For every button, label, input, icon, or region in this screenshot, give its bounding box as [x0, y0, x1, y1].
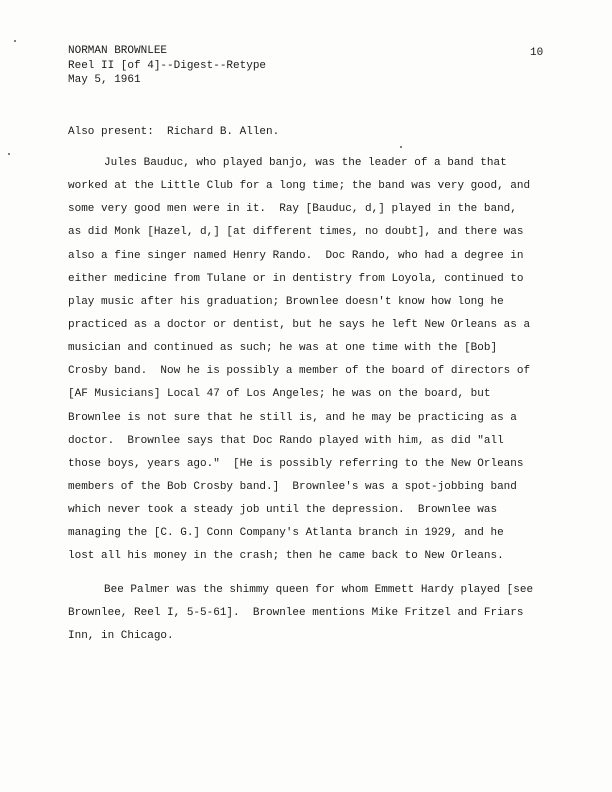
text-line: musician and continued as such; he was at one time with the [Bob]: [68, 342, 498, 355]
reel-info: Reel II [of 4]--Digest--Retype: [68, 59, 267, 72]
page-number: 10: [530, 47, 544, 59]
scan-speck: [400, 146, 402, 148]
text-line: Crosby band. Now he is possibly a member of the board of directors of: [68, 365, 531, 378]
text-line: play music after his graduation; Brownlee doesn't know how long he: [68, 295, 504, 308]
text-line: Bee Palmer was the shimmy queen for whom Emmett Hardy played [see: [104, 583, 534, 596]
text-line: members of the Bob Crosby band.] Brownlee's was a spot-jobbing band: [68, 480, 517, 493]
text-line: practiced as a doctor or dentist, but he says he left New Orleans as a: [68, 318, 531, 331]
text-line: lost all his money in the crash; then he came back to New Orleans.: [68, 550, 504, 563]
text-line: Jules Bauduc, who played banjo, was the leader of a band that: [104, 157, 507, 169]
scan-speck: [14, 40, 16, 42]
text-line: Inn, in Chicago.: [68, 629, 174, 642]
text-line: worked at the Little Club for a long time; the band was very good, and: [68, 180, 531, 193]
text-line: Brownlee is not sure that he still is, and he may be practicing as a: [68, 411, 517, 424]
text-line: managing the [C. G.] Conn Company's Atlanta branch in 1929, and he: [68, 527, 504, 540]
also-present-line: Also present: Richard B. Allen.: [68, 126, 280, 138]
interviewee-name: NORMAN BROWNLEE: [68, 45, 168, 57]
paragraph-gap: [68, 569, 578, 579]
text-line: those boys, years ago." [He is possibly referring to the New Orleans: [68, 457, 524, 470]
text-line: Brownlee, Reel I, 5-5-61]. Brownlee mentions Mike Fritzel and Friars: [68, 606, 524, 619]
text-line: as did Monk [Hazel, d,] [at different times, no doubt], and there was: [68, 226, 524, 239]
text-line: [AF Musicians] Local 47 of Los Angeles; he was on the board, but: [68, 388, 491, 401]
transcript-body: [68, 152, 578, 648]
interview-date: May 5, 1961: [68, 74, 141, 86]
text-line: doctor. Brownlee says that Doc Rando played with him, as did "all: [68, 434, 504, 447]
text-line: which never took a steady job until the depression. Brownlee was: [68, 504, 498, 517]
text-line: either medicine from Tulane or in dentistry from Loyola, continued to: [68, 272, 524, 285]
paragraph-2: [68, 579, 578, 648]
text-line: some very good men were in it. Ray [Bauduc, d,] played in the band,: [68, 203, 517, 216]
text-line: also a fine singer named Henry Rando. Doc Rando, who had a degree in: [68, 249, 524, 262]
scan-speck: [8, 153, 10, 155]
document-header: [68, 44, 266, 88]
paragraph-1: [68, 152, 578, 569]
